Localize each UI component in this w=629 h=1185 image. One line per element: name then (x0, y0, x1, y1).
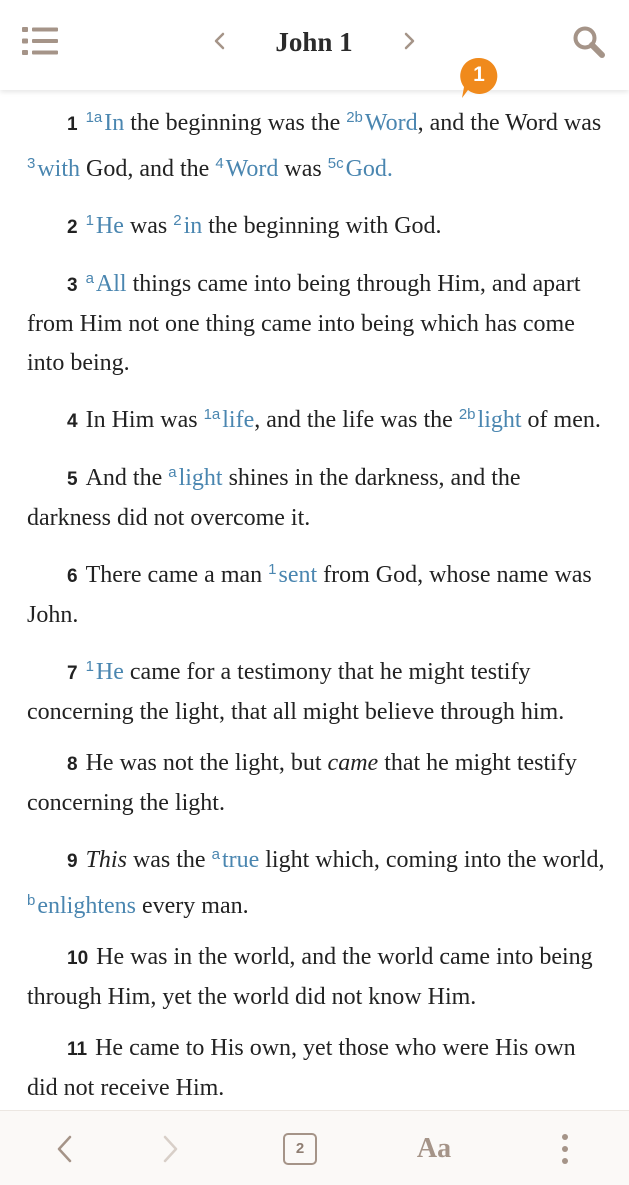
more-vertical-icon[interactable] (554, 1131, 576, 1167)
tabs-icon[interactable] (283, 1133, 317, 1165)
verse-text: And the (85, 465, 169, 491)
verse-text: , and the Word was (417, 110, 602, 136)
verse-number: 4 (67, 411, 78, 432)
verse-text: every man. (136, 893, 249, 919)
app-header (0, 0, 629, 90)
footnote-marker[interactable]: 1 (268, 561, 277, 578)
verse-number: 5 (67, 469, 78, 490)
verse-text: that he might testify concerning the light. (27, 750, 577, 816)
verse[interactable] (27, 259, 607, 383)
verse-number: 1 (67, 114, 78, 135)
search-icon[interactable] (570, 24, 608, 60)
verse[interactable] (27, 98, 607, 189)
verse-number: 7 (67, 663, 78, 684)
verse-text: He came to His own, yet those who were His own did not receive Him. (27, 1035, 576, 1101)
verse[interactable] (27, 647, 607, 732)
verse-number: 3 (67, 275, 78, 296)
cross-reference-link[interactable]: Word (364, 110, 418, 136)
verse[interactable] (27, 938, 607, 1017)
footnote-marker[interactable]: 2 (173, 212, 182, 229)
footnote-marker[interactable]: b (27, 892, 36, 909)
footnote-marker[interactable]: a (168, 464, 177, 481)
footnote-marker[interactable]: 4 (215, 155, 224, 172)
verse-text: the beginning with God. (202, 213, 442, 239)
verse-text: God, and the (80, 156, 216, 182)
verse[interactable] (27, 550, 607, 635)
verse-text: This (85, 847, 127, 873)
verse-text: He was in the world, and the world came into being through Him, yet the world did not know Him. (27, 944, 593, 1010)
cross-reference-link[interactable]: In (104, 110, 125, 136)
list-menu-icon[interactable] (22, 26, 58, 56)
footnote-marker[interactable]: a (211, 846, 220, 863)
chapter-title[interactable]: John 1 (275, 27, 353, 57)
verse-text: was (278, 156, 328, 182)
forward-arrow-icon (155, 1131, 185, 1167)
verse-number: 2 (67, 217, 78, 238)
verse-text: shines in the darkness, and the darkness did not overcome it. (27, 465, 521, 531)
footnote-marker[interactable]: a (85, 270, 94, 287)
verse-number: 8 (67, 754, 78, 775)
cross-reference-link[interactable]: true (221, 847, 260, 873)
verse-number: 9 (67, 851, 78, 872)
scripture-content[interactable] (0, 90, 629, 1110)
footnote-marker[interactable]: 1 (85, 212, 94, 229)
cross-reference-link[interactable]: with (37, 156, 81, 182)
verse-text: was (123, 213, 174, 239)
verse-number: 10 (67, 948, 89, 969)
verse[interactable] (27, 1029, 607, 1108)
verse-text: , and the life was the (254, 407, 459, 433)
verse[interactable] (27, 201, 607, 247)
verse-text: came (327, 750, 379, 776)
cross-reference-link[interactable]: God. (345, 156, 393, 182)
verse-number: 6 (67, 566, 78, 587)
verse-text: the beginning was the (124, 110, 347, 136)
verse-text: light which, coming into the world, (259, 847, 605, 873)
chevron-right-icon[interactable] (396, 26, 422, 56)
verse-text: of men. (521, 407, 601, 433)
verse[interactable] (27, 835, 607, 926)
cross-reference-link[interactable]: enlightens (37, 893, 136, 919)
tabs-count: 2 (295, 1140, 305, 1157)
back-arrow-icon[interactable] (50, 1131, 80, 1167)
verse-text: There came a man (85, 562, 269, 588)
cross-reference-link[interactable]: He (95, 659, 124, 685)
verse-text: came for a testimony that he might testify concerning the light, that all might believe through him. (27, 659, 565, 725)
verse-text: He was not the light, but (85, 750, 328, 776)
footnote-marker[interactable]: 5c (327, 155, 344, 172)
cross-reference-link[interactable]: light (178, 465, 223, 491)
verse-text: In Him was (85, 407, 204, 433)
notification-badge[interactable] (460, 57, 502, 99)
verse-text: was the (126, 847, 212, 873)
verse[interactable] (27, 453, 607, 538)
footnote-marker[interactable]: 1 (85, 658, 94, 675)
cross-reference-link[interactable]: life (222, 407, 255, 433)
notification-count: 1 (473, 63, 485, 86)
verse-number: 11 (67, 1039, 88, 1060)
cross-reference-link[interactable]: sent (278, 562, 318, 588)
footnote-marker[interactable]: 3 (27, 155, 36, 172)
verse[interactable] (27, 395, 607, 441)
footnote-marker[interactable]: 2b (346, 109, 363, 126)
footnote-marker[interactable]: 1a (203, 406, 221, 423)
footnote-marker[interactable]: 1a (85, 109, 103, 126)
verse-text: things came into being through Him, and apart from Him not one thing came into being which has come into being. (27, 271, 581, 376)
footnote-marker[interactable]: 2b (458, 406, 476, 423)
cross-reference-link[interactable]: Word (225, 156, 279, 182)
cross-reference-link[interactable]: in (183, 213, 203, 239)
verse[interactable] (27, 744, 607, 823)
cross-reference-link[interactable]: light (477, 407, 522, 433)
bottom-toolbar (0, 1110, 629, 1185)
verse-text: from God, whose name was John. (27, 562, 592, 628)
chevron-left-icon[interactable] (207, 26, 233, 56)
font-size-icon[interactable]: Aa (416, 1133, 452, 1164)
cross-reference-link[interactable]: All (95, 271, 127, 297)
cross-reference-link[interactable]: He (95, 213, 124, 239)
